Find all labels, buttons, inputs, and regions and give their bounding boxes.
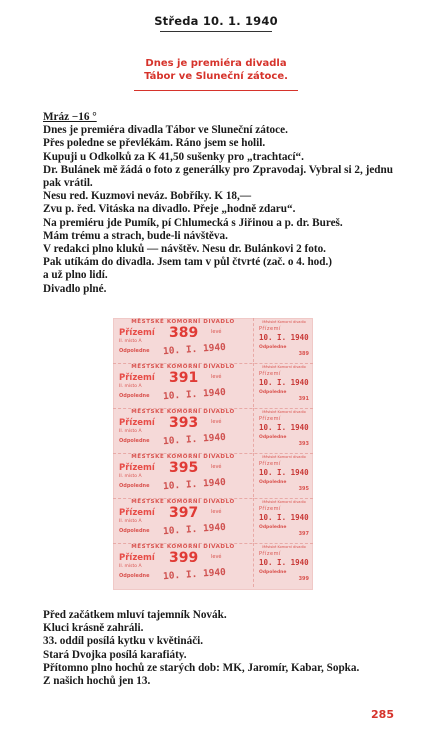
ticket-main bbox=[117, 551, 249, 585]
stub-place: Přízemí bbox=[259, 416, 281, 422]
ticket-header: MĚSTSKÉ KOMORNÍ DIVADLO bbox=[131, 364, 235, 370]
ticket-perforation bbox=[253, 543, 254, 587]
stub-afternoon: Odpoledne bbox=[259, 525, 287, 530]
ticket-perforation bbox=[253, 453, 254, 497]
ticket-seat: II. místo A bbox=[119, 519, 142, 524]
ticket-side: levé bbox=[211, 464, 222, 470]
ticket-main bbox=[117, 461, 249, 495]
stub-afternoon: Odpoledne bbox=[259, 435, 287, 440]
ticket-afternoon: Odpoledne bbox=[119, 483, 150, 489]
ticket-perforation bbox=[253, 363, 254, 407]
stub-date-stamp: 10. I. 1940 bbox=[259, 513, 309, 522]
stub-header: Městské Komorní divadlo bbox=[262, 500, 306, 504]
ticket-seat: II. místo A bbox=[119, 429, 142, 434]
diary-line: Kluci krásně zahráli. bbox=[43, 622, 144, 635]
diary-line: Na premiéru jde Pumík, pí Chlumecká s Jiřinou a p. dr. Bureš. bbox=[43, 216, 343, 229]
ticket-date-stamp: 10. I. 1940 bbox=[162, 566, 227, 583]
stub-afternoon: Odpoledne bbox=[259, 390, 287, 395]
diary-line: Z našich hochů jen 13. bbox=[43, 675, 151, 688]
ticket-stub bbox=[257, 500, 311, 540]
stub-number: 397 bbox=[298, 531, 309, 537]
ticket-header: MĚSTSKÉ KOMORNÍ DIVADLO bbox=[131, 499, 235, 505]
stub-date-stamp: 10. I. 1940 bbox=[259, 333, 309, 342]
ticket bbox=[113, 498, 313, 544]
ticket-afternoon: Odpoledne bbox=[119, 438, 150, 444]
diary-entry bbox=[43, 111, 393, 296]
stub-number: 395 bbox=[298, 486, 309, 492]
ticket-sheet-image bbox=[113, 318, 313, 590]
diary-line: Divadlo plné. bbox=[43, 282, 107, 295]
stub-afternoon: Odpoledne bbox=[259, 345, 287, 350]
diary-line: Mám trému a strach, bude-li návštěva. bbox=[43, 229, 228, 242]
stub-number: 393 bbox=[298, 441, 309, 447]
ticket-date-stamp: 10. I. 1940 bbox=[162, 521, 227, 538]
ticket-number: 399 bbox=[169, 550, 199, 566]
ticket-side: levé bbox=[211, 329, 222, 335]
headline-rule bbox=[134, 90, 298, 91]
ticket-place: Přízemí bbox=[119, 418, 155, 428]
ticket-side: levé bbox=[211, 554, 222, 560]
diary-line: Dnes je premiéra divadla Tábor ve Sluneční zátoce. bbox=[43, 124, 288, 137]
page-number: 285 bbox=[371, 708, 394, 721]
headline bbox=[0, 57, 432, 83]
stub-place: Přízemí bbox=[259, 506, 281, 512]
ticket-place: Přízemí bbox=[119, 553, 155, 563]
stub-header: Městské Komorní divadlo bbox=[262, 410, 306, 414]
stub-place: Přízemí bbox=[259, 371, 281, 377]
stub-date-stamp: 10. I. 1940 bbox=[259, 468, 309, 477]
ticket-seat: II. místo A bbox=[119, 384, 142, 389]
ticket-stub bbox=[257, 455, 311, 495]
stub-date-stamp: 10. I. 1940 bbox=[259, 423, 309, 432]
ticket-side: levé bbox=[211, 509, 222, 515]
ticket bbox=[113, 318, 313, 364]
ticket-main bbox=[117, 326, 249, 360]
diary-line: Kupuji u Odkolků za K 41,50 sušenky pro „trachtací“. bbox=[43, 150, 304, 163]
stub-number: 391 bbox=[298, 396, 309, 402]
stub-afternoon: Odpoledne bbox=[259, 570, 287, 575]
ticket-place: Přízemí bbox=[119, 373, 155, 383]
stub-place: Přízemí bbox=[259, 461, 281, 467]
stub-place: Přízemí bbox=[259, 326, 281, 332]
headline-line: Dnes je premiéra divadla bbox=[145, 58, 287, 69]
ticket-date-stamp: 10. I. 1940 bbox=[162, 386, 227, 403]
ticket-afternoon: Odpoledne bbox=[119, 573, 150, 579]
ticket-perforation bbox=[253, 498, 254, 542]
ticket bbox=[113, 408, 313, 454]
ticket-date-stamp: 10. I. 1940 bbox=[162, 431, 227, 448]
ticket-afternoon: Odpoledne bbox=[119, 528, 150, 534]
ticket-number: 395 bbox=[169, 460, 199, 476]
diary-line: 33. oddíl posílá kytku v květináči. bbox=[43, 635, 204, 648]
ticket-seat: II. místo A bbox=[119, 339, 142, 344]
ticket-afternoon: Odpoledne bbox=[119, 348, 150, 354]
ticket-stub bbox=[257, 545, 311, 585]
diary-line: Zvu p. řed. Vitáska na divadlo. Přeje „hodně zdaru“. bbox=[43, 203, 296, 216]
diary-line: Přes poledne se převlékám. Ráno jsem se holil. bbox=[43, 137, 266, 150]
ticket-stub bbox=[257, 410, 311, 450]
diary-line: Dr. Bulánek mě žádá o foto z generálky pro Zpravodaj. Vybral si 2, jednu pak vrátil. bbox=[43, 163, 393, 190]
stub-date-stamp: 10. I. 1940 bbox=[259, 378, 309, 387]
ticket-main bbox=[117, 416, 249, 450]
ticket-seat: II. místo A bbox=[119, 564, 142, 569]
ticket-date-stamp: 10. I. 1940 bbox=[162, 341, 227, 358]
stub-header: Městské Komorní divadlo bbox=[262, 320, 306, 324]
stub-header: Městské Komorní divadlo bbox=[262, 365, 306, 369]
ticket-seat: II. místo A bbox=[119, 474, 142, 479]
ticket bbox=[113, 453, 313, 499]
ticket-header: MĚSTSKÉ KOMORNÍ DIVADLO bbox=[131, 454, 235, 460]
stub-date-stamp: 10. I. 1940 bbox=[259, 558, 309, 567]
ticket bbox=[113, 363, 313, 409]
ticket-main bbox=[117, 506, 249, 540]
headline-line: Tábor ve Sluneční zátoce. bbox=[144, 71, 288, 82]
date-heading-rule bbox=[160, 31, 272, 32]
diary-line: Stará Dvojka posílá karafiáty. bbox=[43, 648, 187, 661]
ticket-header: MĚSTSKÉ KOMORNÍ DIVADLO bbox=[131, 409, 235, 415]
ticket-date-stamp: 10. I. 1940 bbox=[162, 476, 227, 493]
stub-afternoon: Odpoledne bbox=[259, 480, 287, 485]
ticket-afternoon: Odpoledne bbox=[119, 393, 150, 399]
diary-line: Před začátkem mluví tajemník Novák. bbox=[43, 609, 227, 621]
ticket-perforation bbox=[253, 318, 254, 362]
ticket-side: levé bbox=[211, 374, 222, 380]
ticket-header: MĚSTSKÉ KOMORNÍ DIVADLO bbox=[131, 544, 235, 550]
ticket-place: Přízemí bbox=[119, 463, 155, 473]
diary-line: Pak utíkám do divadla. Jsem tam v půl čtvrté (zač. o 4. hod.) bbox=[43, 256, 333, 269]
diary-line: V redakci plno kluků — návštěv. Nesu dr. Bulánkovi 2 foto. bbox=[43, 243, 326, 256]
ticket-side: levé bbox=[211, 419, 222, 425]
stub-header: Městské Komorní divadlo bbox=[262, 455, 306, 459]
weather-note: Mráz −16 ° bbox=[43, 111, 97, 123]
ticket-number: 391 bbox=[169, 370, 199, 386]
ticket-main bbox=[117, 371, 249, 405]
stub-number: 389 bbox=[298, 351, 309, 357]
ticket-number: 389 bbox=[169, 325, 199, 341]
ticket-stub bbox=[257, 365, 311, 405]
diary-line: Přítomno plno hochů ze starých dob: MK, Jaromír, Kabar, Sopka. bbox=[43, 661, 360, 674]
stub-number: 399 bbox=[298, 576, 309, 582]
ticket-number: 393 bbox=[169, 415, 199, 431]
stub-header: Městské Komorní divadlo bbox=[262, 545, 306, 549]
diary-line: a už plno lidí. bbox=[43, 269, 108, 282]
ticket-place: Přízemí bbox=[119, 328, 155, 338]
ticket-header: MĚSTSKÉ KOMORNÍ DIVADLO bbox=[131, 319, 235, 325]
stub-place: Přízemí bbox=[259, 551, 281, 557]
ticket-place: Přízemí bbox=[119, 508, 155, 518]
date-heading: Středa 10. 1. 1940 bbox=[154, 14, 278, 28]
diary-entry-continued bbox=[43, 609, 393, 688]
ticket-number: 397 bbox=[169, 505, 199, 521]
ticket-perforation bbox=[253, 408, 254, 452]
ticket-stub bbox=[257, 320, 311, 360]
ticket bbox=[113, 543, 313, 588]
diary-line: Nesu red. Kuzmovi neváz. Bobříky. K 18,— bbox=[43, 190, 252, 203]
